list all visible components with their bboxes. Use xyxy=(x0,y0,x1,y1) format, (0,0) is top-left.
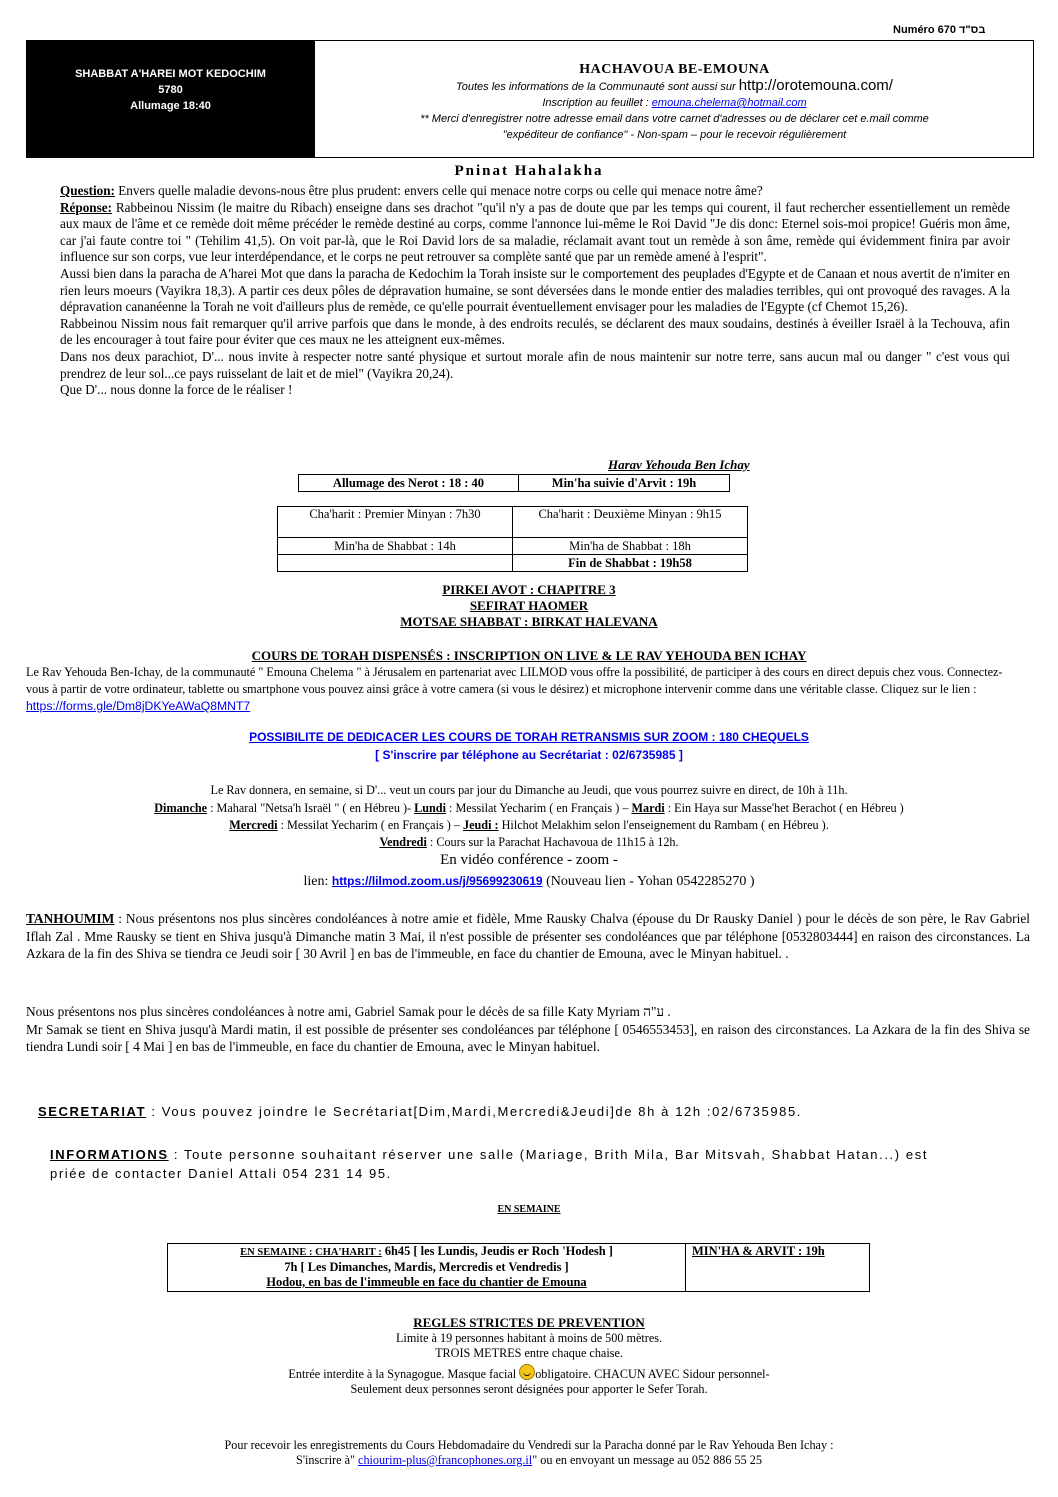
pninat-body xyxy=(60,183,1010,399)
empty-cell xyxy=(278,555,513,572)
chiourim-email-link[interactable]: chiourim-plus@francophones.org.il xyxy=(358,1453,533,1467)
paragraph-5: Que D'... nous donne la force de le réaliser ! xyxy=(60,382,293,398)
schedule-line-3: Vendredi : Cours sur la Parachat Hachavoua de 11h15 à 12h. xyxy=(379,835,679,849)
dedicace-phone: [ S'inscrire par téléphone au Secrétariat : 02/6735985 ] xyxy=(375,748,683,762)
shabbat-info-box xyxy=(26,40,315,158)
shabbat-year: 5780 xyxy=(158,84,183,96)
subscribe-email-link[interactable]: emouna.chelema@hotmail.com xyxy=(651,97,807,109)
shabbat-name: SHABBAT A'HAREI MOT KEDOCHIM xyxy=(75,68,266,80)
minha-arvit-semaine: MIN'HA & ARVIT : 19h xyxy=(686,1244,870,1292)
regle-3: Entrée interdite à la Synagogue. Masque facial obligatoire. CHACUN AVEC Sidour personnel- xyxy=(0,1364,1058,1382)
zoom-line: lien: https://lilmod.zoom.us/j/95699230619 (Nouveau lien - Yohan 0542285270 ) xyxy=(303,874,755,889)
newsletter-title: HACHAVOUA BE-EMOUNA xyxy=(579,62,770,77)
allumage-table xyxy=(298,474,730,492)
regles-title: REGLES STRICTES DE PREVENTION xyxy=(413,1315,645,1330)
en-semaine-table xyxy=(167,1243,870,1292)
smiley-mask-icon xyxy=(519,1364,535,1380)
pirkei-block xyxy=(0,582,1058,630)
paragraph-2: Aussi bien dans la paracha de A'harei Mot que dans la paracha de Kedochim la Torah insiste sur le comportement des peuplades d'Egypte et de Canaan et nous avertit de n'imiter en rien leurs moeurs (Vayikra 18,3). A partir ces deux pôles de dépravation humaine, se sont déversées dans le monde entier des maladies terribles, qui ont provoqué des ravages. A la dépravation cananéenne la Torah ne voit d'ailleurs plus de remède, ce qu'elle pourrait éventuellement envisager pour les maladies de l'Egypte (cf Chemot 15,26). xyxy=(60,265,1010,315)
reponse: Réponse: Rabbeinou Nissim (le maitre du Ribach) enseigne dans ses drachot "qu'il n'y a pas de doute que par les temps qui courent, il faut rechercher essentiellement un remède aux maux de l'âme et ce remède doit même précéder le remède destiné au corps, comme l'annonce lui-même le Roi David "Je dis donc: Eternel sois-moi propice! Guéris mon âme, car j'ai faute contre toi " (Tehilim 41,5). On voit par-là, que le Roi David lors de sa maladie, réclamait avant tout un remède à son âme, remède qui évidemment finira par avoir influence sur son corps, vue leur interdépendance, et le corps ne peut retrouver sa complète santé que par un remède amené à l'esprit". xyxy=(60,199,1010,265)
regles-block xyxy=(0,1315,1058,1397)
footer xyxy=(0,1438,1058,1468)
cours-text: Le Rav Yehouda Ben-Ichay, de la communauté " Emouna Chelema " à Jérusalem en partenariat avec LILMOD vous offre la possibilité, de participer à des cours en direct depuis chez vous. Connectez- vous à partir de votre ordinateur, tablette ou smartphone vous pouvez ainsi grâce à votre camera (si vous le désirez) et microphone intervenir comme dans une véritable classe. Cliquez sur le lien : https://forms.gle/Dm8jDKYeAWaQ8MNT7 xyxy=(26,665,1003,713)
question: Question: Envers quelle maladie devons-nous être plus prudent: envers celle qui menace notre corps ou celle qui menace notre âme? xyxy=(60,183,763,198)
dedicace-line: POSSIBILITE DE DEDICACER LES COURS DE TORAH RETRANSMIS SUR ZOOM : 180 CHEQUELS xyxy=(249,730,809,744)
minha-shabbat-1: Min'ha de Shabbat : 14h xyxy=(278,538,513,555)
header-note-1: ** Merci d'enregistrer notre adresse email dans votre carnet d'adresses ou de déclarer cet e.mail comme xyxy=(420,113,929,125)
footer-line-2: S'inscrire à" chiourim-plus@francophones.org.il" ou en envoyant un message au 052 886 55 25 xyxy=(296,1453,762,1467)
shabbat-times-table xyxy=(277,506,748,572)
charit-semaine: EN SEMAINE : CHA'HARIT : 6h45 [ les Lundis, Jeudis er Roch 'Hodesh ] 7h [ Les Dimanches, Mardis, Mercredis et Vendredis ] Hodou, en bas de l'immeuble en face du chantier de Emouna xyxy=(168,1244,686,1292)
website-link[interactable]: http://orotemouna.com/ xyxy=(738,77,893,94)
tanhoumim-2: Nous présentons nos plus sincères condoléances à notre ami, Gabriel Samak pour le décès de sa fille Katy Myriam ע"ה . Mr Samak se tient en Shiva jusqu'à Mardi matin, il est possible de présenter ses condoléances par téléphone [ 0546553453], en raison des circonstances. La Azkara de la fin des Shiva se tiendra Lundi soir [ 4 Mai ] en bas de l'immeuble, en face du chantier de Emouna, avec le Minyan habituel. xyxy=(26,1004,1030,1054)
signature: Harav Yehouda Ben Ichay xyxy=(608,457,750,472)
birkat-halevana: MOTSAE SHABBAT : BIRKAT HALEVANA xyxy=(400,614,658,629)
header-info xyxy=(315,40,1034,158)
regle-2: TROIS METRES entre chaque chaise. xyxy=(435,1346,623,1360)
pirkei-avot: PIRKEI AVOT : CHAPITRE 3 xyxy=(442,582,616,597)
informations-line: INFORMATIONS : Toute personne souhaitant réserver une salle (Mariage, Brith Mila, Bar Mitsvah, Shabbat Hatan...) est priée de contacter Daniel Attali 054 231 14 95. xyxy=(50,1147,929,1181)
semaine-intro: Le Rav donnera, en semaine, si D'... veut un cours par jour du Dimanche au Jeudi, que vous pourrez suivre en direct, de 10h à 11h. xyxy=(210,783,848,797)
en-semaine-heading: EN SEMAINE xyxy=(497,1204,561,1215)
zoom-link[interactable]: https://lilmod.zoom.us/j/95699230619 xyxy=(331,874,543,888)
schedule-line-2: Mercredi : Messilat Yecharim ( en Français ) – Jeudi : Hilchot Melakhim selon l'enseignement du Rambam ( en Hébreu ). xyxy=(229,818,829,832)
forms-link[interactable]: https://forms.gle/Dm8jDKYeAWaQ8MNT7 xyxy=(26,699,251,713)
sefirat-haomer: SEFIRAT HAOMER xyxy=(469,598,589,613)
allumage-cell: Allumage des Nerot : 18 : 40 xyxy=(299,475,519,492)
video-conference: En vidéo conférence - zoom - xyxy=(440,852,618,868)
pninat-title: Pninat Hahalakha xyxy=(454,163,604,179)
shabbat-allumage: Allumage 18:40 xyxy=(130,100,211,112)
cours-title: COURS DE TORAH DISPENSÉS : INSCRIPTION ON LIVE & LE RAV YEHOUDA BEN ICHAY xyxy=(251,648,807,663)
header-note-2: "expéditeur de confiance" - Non-spam – pour le recevoir régulièrement xyxy=(502,129,847,141)
paragraph-4: Dans nos deux parachiot, D'... nous invite à respecter notre santé physique et surtout morale afin de nous maintenir sur notre terre, sans aucun mal ou danger " c'est vous qui prendrez de leur sol...ce pays ruisselant de lait et de miel" (Vayikra 20,24). xyxy=(60,348,1010,381)
tanhoumim-1: TANHOUMIM : Nous présentons nos plus sincères condoléances à notre amie et fidèle, Mme Rausky Chalva (épouse du Dr Rausky Daniel ) pour le décès de son père, le Rav Gabriel Iflah Zal . Mme Rausky se tient en Shiva jusqu'à Dimanche matin 3 Mai, il n'est possible de présenter ses condoléances que par téléphone [0532803444] en raison des circonstances. La Azkara de la fin des Shiva se tiendra ce Jeudi soir [ 30 Avril ] en bas de l'immeuble, en face du chantier de Emouna, avec le Minyan habituel. . xyxy=(26,911,1030,961)
footer-line-1: Pour recevoir les enregistrements du Cours Hebdomadaire du Vendredi sur la Paracha donné par le Rav Yehouda Ben Ichay : xyxy=(224,1438,834,1452)
charit-1: Cha'harit : Premier Minyan : 7h30 xyxy=(278,507,513,538)
issue-number: Numéro 670 בס"ד xyxy=(893,24,986,36)
schedule-line-1: Dimanche : Maharal "Netsa'h Israël " ( en Hébreu )- Lundi : Messilat Yecharim ( en Français ) – Mardi : Ein Haya sur Masse'het Berachot ( en Hébreu ) xyxy=(154,801,904,815)
secretariat-line: SECRETARIAT : Vous pouvez joindre le Secrétariat[Dim,Mardi,Mercredi&Jeudi]de 8h à 12h :02/6735985. xyxy=(38,1104,803,1119)
header-website-line: Toutes les informations de la Communauté sont aussi sur http://orotemouna.com/ xyxy=(456,77,893,94)
regle-4: Seulement deux personnes seront désignées pour apporter le Sefer Torah. xyxy=(350,1382,708,1396)
fin-shabbat: Fin de Shabbat : 19h58 xyxy=(513,555,748,572)
minha-cell: Min'ha suivie d'Arvit : 19h xyxy=(519,475,730,492)
charit-2: Cha'harit : Deuxième Minyan : 9h15 xyxy=(513,507,748,538)
minha-shabbat-2: Min'ha de Shabbat : 18h xyxy=(513,538,748,555)
regle-1: Limite à 19 personnes habitant à moins de 500 mètres. xyxy=(395,1331,663,1345)
header-subscribe-line: Inscription au feuillet : emouna.chelema@hotmail.com xyxy=(542,97,807,109)
paragraph-3: Rabbeinou Nissim nous fait remarquer qu'il arrive parfois que dans le monde, à des endroits reculés, se déclarent des maux soudains, destinés à éveiller Israël à la Techouva, afin de les encourager à tout faire pour éviter que ces maux ne les atteignent eux-mêmes. xyxy=(60,315,1010,348)
